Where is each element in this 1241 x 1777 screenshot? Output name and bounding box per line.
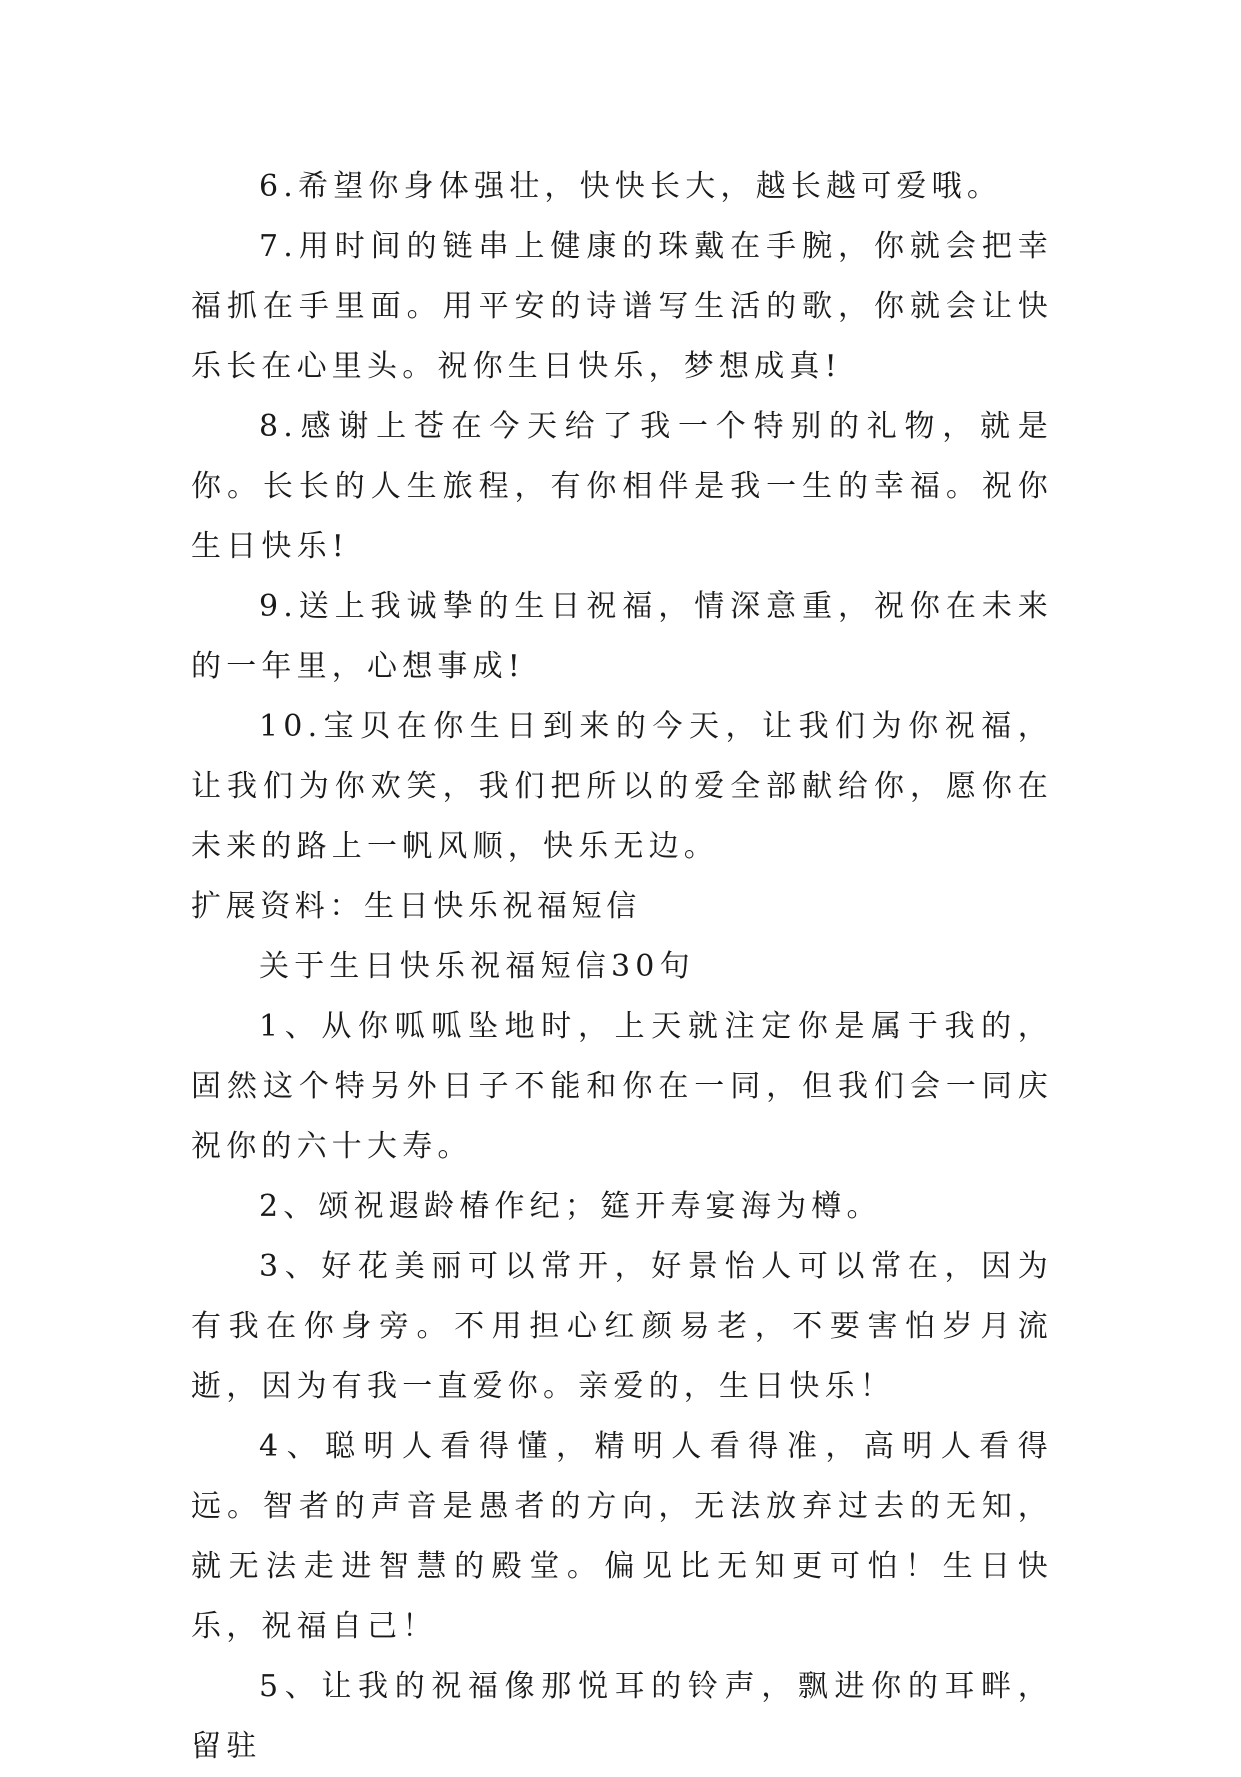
paragraph-message-4: 4、聪明人看得懂，精明人看得准，高明人看得远。智者的声音是愚者的方向，无法放弃过去的无知，就无法走进智慧的殿堂。偏见比无知更可怕！生日快乐，祝福自己！	[191, 1429, 1053, 1644]
paragraph-wish-7: 7.用时间的链串上健康的珠戴在手腕，你就会把幸福抓在手里面。用平安的诗谱写生活的歌，你就会让快乐长在心里头。祝你生日快乐，梦想成真!	[191, 229, 1053, 384]
paragraph-wish-10: 10.宝贝在你生日到来的今天，让我们为你祝福，让我们为你欢笑，我们把所以的爱全部献给你，愿你在未来的路上一帆风顺，快乐无边。	[191, 709, 1053, 864]
section-subtitle: 关于生日快乐祝福短信30句	[259, 949, 695, 984]
section-heading-extended-material: 扩展资料：生日快乐祝福短信	[191, 889, 641, 924]
paragraph-wish-6: 6.希望你身体强壮，快快长大，越长越可爱哦。	[259, 169, 1003, 204]
paragraph-wish-8: 8.感谢上苍在今天给了我一个特别的礼物，就是你。长长的人生旅程，有你相伴是我一生的幸福。祝你生日快乐!	[191, 409, 1053, 564]
paragraph-message-5: 5、让我的祝福像那悦耳的铃声，飘进你的耳畔，留驻	[191, 1669, 1053, 1764]
paragraph-wish-9: 9.送上我诚挚的生日祝福，情深意重，祝你在未来的一年里，心想事成!	[191, 589, 1053, 684]
paragraph-message-3: 3、好花美丽可以常开，好景怡人可以常在，因为有我在你身旁。不用担心红颜易老，不要害怕岁月流逝，因为有我一直爱你。亲爱的，生日快乐！	[191, 1249, 1053, 1404]
paragraph-message-1: 1、从你呱呱坠地时，上天就注定你是属于我的，固然这个特另外日子不能和你在一同，但我们会一同庆祝你的六十大寿。	[191, 1009, 1053, 1164]
paragraph-message-2: 2、颂祝遐龄椿作纪；筵开寿宴海为樽。	[259, 1189, 882, 1224]
document-body	[191, 157, 1053, 1777]
